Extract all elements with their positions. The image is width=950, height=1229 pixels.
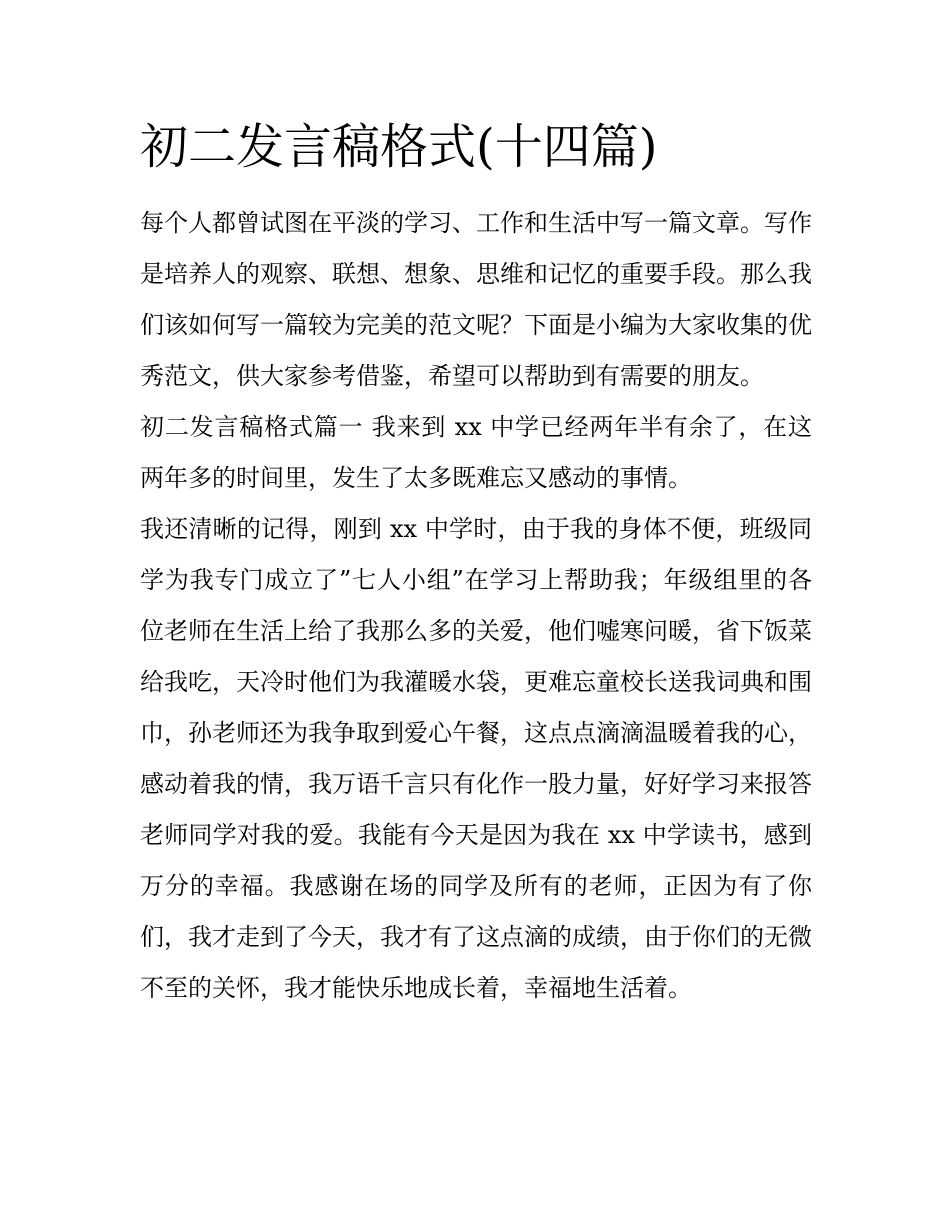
document-content	[140, 115, 812, 1014]
speech-opening-paragraph: 初二发言稿格式篇一 我来到 xx 中学已经两年半有余了，在这两年多的时间里，发生了太多既难忘又感动的事情。	[140, 413, 812, 492]
document-title: 初二发言稿格式(十四篇)	[140, 119, 658, 175]
speech-body-paragraph: 我还清晰的记得，刚到 xx 中学时，由于我的身体不便，班级同学为我专门成立了”七人小组”在学习上帮助我；年级组里的各位老师在生活上给了我那么多的关爱，他们嘘寒问暖，省下饭菜给我吃，天冷时他们为我灌暖水袋，更难忘童校长送我词典和围巾，孙老师还为我争取到爱心午餐，这点点滴滴温暖着我的心，感动着我的情，我万语千言只有化作一股力量，好好学习来报答老师同学对我的爱。我能有今天是因为我在 xx 中学读书，感到万分的幸福。我感谢在场的同学及所有的老师，正因为有了你们，我才走到了今天，我才有了这点滴的成绩，由于你们的无微不至的关怀，我才能快乐地成长着，幸福地生活着。	[140, 515, 812, 1002]
intro-paragraph: 每个人都曾试图在平淡的学习、工作和生活中写一篇文章。写作是培养人的观察、联想、想象、思维和记忆的重要手段。那么我们该如何写一篇较为完美的范文呢？下面是小编为大家收集的优秀范文，供大家参考借鉴，希望可以帮助到有需要的朋友。	[140, 209, 812, 390]
title-spacer	[140, 179, 812, 198]
